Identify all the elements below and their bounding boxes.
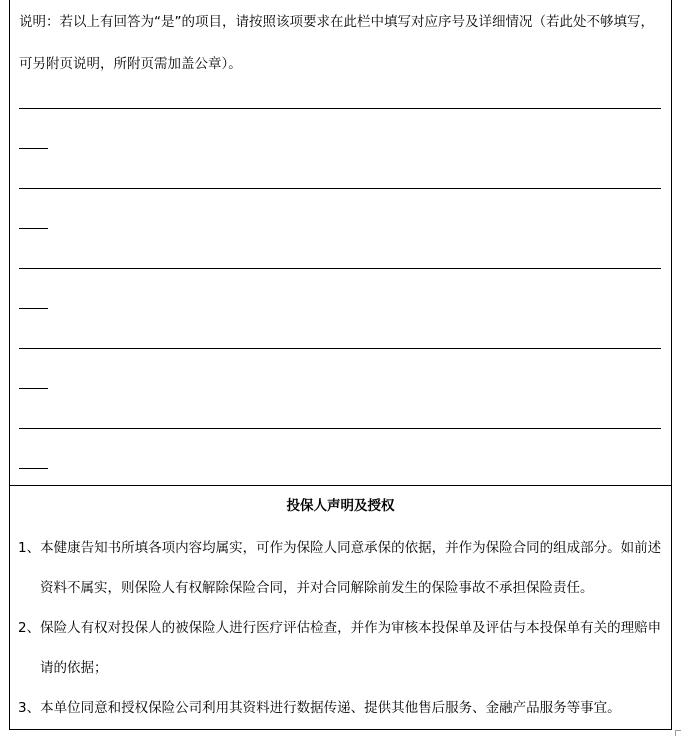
notes-section [10,0,671,486]
fill-in-line-1[interactable] [19,108,661,109]
declaration-section [10,486,671,729]
fill-in-line-1-continued[interactable] [19,148,48,149]
notes-instruction-line-1: 说明：若以上有回答为“是”的项目，请按照该项要求在此栏中填写对应序号及详细情况（若此处不够填写， [19,14,654,30]
health-declaration-form [9,0,672,730]
page-corner-mark [675,730,681,736]
fill-in-line-3[interactable] [19,268,661,269]
declaration-item-3-line-1: 3、本单位同意和授权保险公司利用其资料进行数据传递、提供其他售后服务、金融产品服务等事宜。 [18,700,621,716]
declaration-item-1-line-1: 1、本健康告知书所填各项内容均属实，可作为保险人同意承保的依据，并作为保险合同的组成部分。如前述 [18,540,662,556]
fill-in-line-2[interactable] [19,188,661,189]
fill-in-line-5[interactable] [19,428,661,429]
declaration-item-2-line-1: 2、保险人有权对投保人的被保险人进行医疗评估检查，并作为审核本投保单及评估与本投保单有关的理赔申 [18,620,662,636]
fill-in-line-2-continued[interactable] [19,228,48,229]
declaration-item-1-line-2: 资料不属实，则保险人有权解除保险合同，并对合同解除前发生的保险事故不承担保险责任。 [40,580,594,596]
fill-in-line-3-continued[interactable] [19,308,48,309]
fill-in-line-4[interactable] [19,348,661,349]
declaration-item-2-line-2: 请的依据； [40,660,108,676]
fill-in-line-4-continued[interactable] [19,388,48,389]
notes-instruction-line-2: 可另附页说明，所附页需加盖公章）。 [19,56,242,72]
declaration-title: 投保人声明及授权 [286,498,395,514]
fill-in-line-5-continued[interactable] [19,468,48,469]
